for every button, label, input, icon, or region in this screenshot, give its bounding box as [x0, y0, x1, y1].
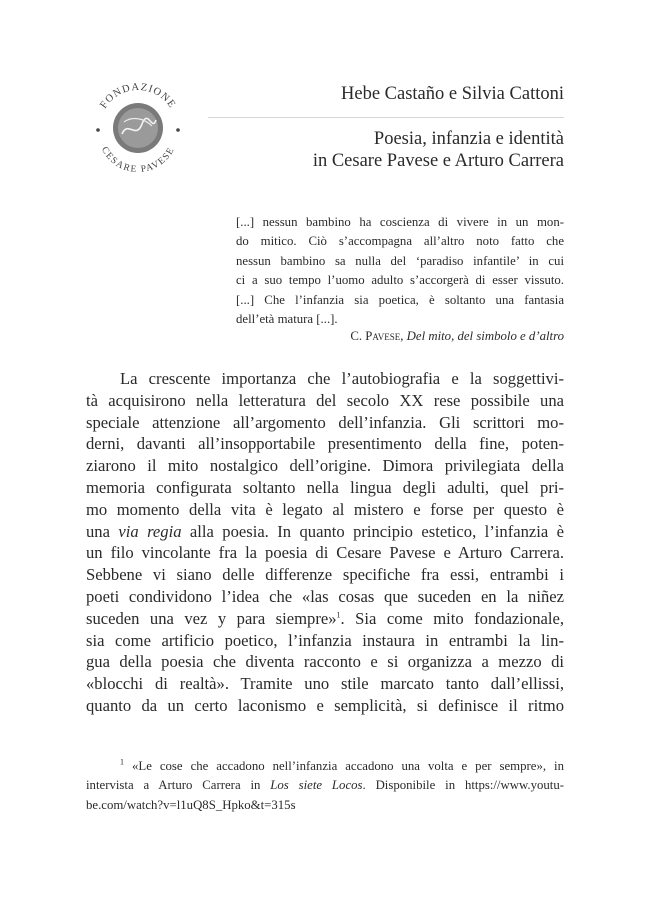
- attribution-separator: ,: [400, 329, 407, 343]
- footnote-text-run: intervista a Arturo Carrera in: [86, 778, 271, 793]
- footnote-line: [86, 776, 564, 795]
- header-divider: [208, 117, 564, 118]
- body-italic-term: via regia: [118, 521, 182, 541]
- body-text-run: suceden una vez y para siempre»: [86, 608, 337, 628]
- body-line: sia come artificio poetico, l’infanzia instaura in entrambi la lin-: [86, 630, 564, 650]
- attribution-work: Del mito, del simbolo e d’altro: [406, 329, 564, 343]
- body-line: [86, 521, 564, 543]
- body-line: un filo vincolante fra la poesia di Cesare Pavese e Arturo Carrera.: [86, 543, 564, 563]
- epigraph: [236, 213, 564, 329]
- body-line: derni, davanti all’insopportabile presentimento della fine, poten-: [86, 434, 564, 454]
- chapter-title: [313, 128, 564, 172]
- seal-bottom-text: CESARE PAVESE: [98, 145, 178, 176]
- body-text-run: . Sia come mito fondazionale,: [340, 608, 564, 628]
- body-text: [86, 368, 564, 717]
- body-line: [86, 608, 564, 630]
- body-line: Sebbene vi siano delle differenze specifiche fra essi, entrambi i: [86, 565, 564, 585]
- body-line: quanto da un certo laconismo e semplicità, si definisce il ritmo: [86, 695, 564, 715]
- epigraph-line: [...] nessun bambino ha coscienza di vivere in un mon-: [236, 215, 564, 229]
- epigraph-attribution: [350, 329, 564, 344]
- footnote-italic-title: Los siete Locos: [270, 778, 363, 793]
- seal-top-text: FONDAZIONE: [98, 81, 178, 111]
- footnote-url[interactable]: be.com/watch?v=l1uQ8S_Hpko&t=315s: [86, 797, 296, 812]
- epigraph-line: ci a suo tempo l’uomo adulto s’accorgerà di esser vissuto.: [236, 273, 564, 288]
- attribution-initial: C.: [350, 329, 366, 343]
- footnote-text-run: . Disponibile in https://www.youtu-: [362, 778, 564, 793]
- seal-dot-right: [176, 128, 180, 132]
- footnote-line: [86, 757, 564, 776]
- body-line: poeti condividono l’idea che «las cosas que suceden en la niñez: [86, 586, 564, 606]
- body-line: ziarono il mito nostalgico dell’origine. Dimora privilegiata della: [86, 456, 564, 476]
- epigraph-line: nessun bambino sa nulla del ‘paradiso infantile’ in cui: [236, 253, 564, 268]
- seal-inner: [118, 108, 158, 148]
- body-line: gua della poesia che diventa racconto e si organizza a mezzo di: [86, 652, 564, 672]
- body-line: mo momento della vita è legato al mistero e forse per questo è: [86, 499, 564, 519]
- seal-dot-left: [96, 128, 100, 132]
- foundation-seal-icon: [86, 76, 190, 180]
- body-line: memoria configurata soltanto nella lingua degli adulti, quel pri-: [86, 477, 564, 497]
- footnote-text-run: «Le cose che accadono nell’infanzia accadono una volta e per sempre», in: [124, 759, 564, 773]
- chapter-authors: Hebe Castaño e Silvia Cattoni: [341, 84, 564, 104]
- epigraph-line: [...] Che l’infanzia sia poetica, è soltanto una fantasia: [236, 292, 564, 307]
- epigraph-line: dell’età matura [...].: [236, 312, 338, 327]
- footnote-ref[interactable]: 1: [336, 610, 341, 620]
- body-line: speciale attenzione all’argomento dell’infanzia. Gli scrittori mo-: [86, 412, 564, 432]
- body-line: tà acquisirono nella letteratura del secolo XX rese possibile una: [86, 390, 564, 410]
- footnote: [86, 757, 564, 815]
- body-text-run: una: [86, 521, 119, 541]
- chapter-title-line: Poesia, infanzia e identità: [373, 129, 564, 149]
- attribution-name: Pavese: [365, 329, 401, 343]
- epigraph-line: do mitico. Ciò s’accompagna all’altro noto fatto che: [236, 234, 564, 249]
- footnote-mark: 1: [120, 757, 124, 767]
- body-line: «blocchi di realtà». Tramite uno stile marcato tanto dall’ellissi,: [86, 674, 564, 694]
- body-text-run: alla poesia. In quanto principio estetico, l’infanzia è: [181, 521, 565, 541]
- chapter-title-line: in Cesare Pavese e Arturo Carrera: [312, 151, 564, 171]
- body-line: La crescente importanza che l’autobiografia e la soggettivi-: [120, 369, 564, 388]
